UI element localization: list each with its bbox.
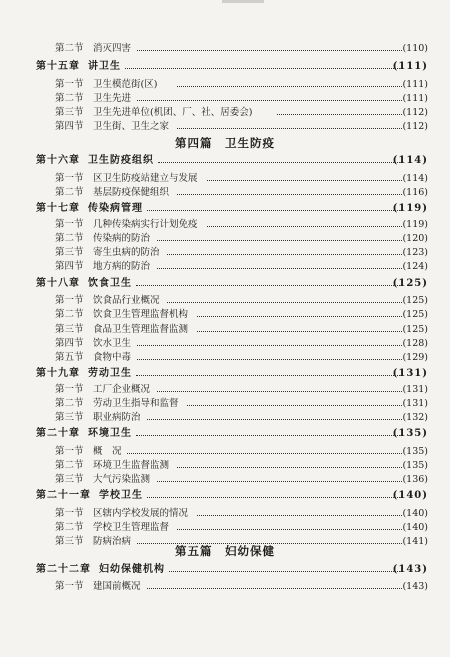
page-number: (140)	[402, 522, 428, 533]
page-number: (111)	[392, 61, 428, 72]
toc-section-row	[0, 411, 450, 425]
page-number: (143)	[392, 564, 428, 575]
toc-section-row	[0, 459, 450, 473]
page-number: (114)	[402, 173, 428, 184]
toc-chapter-row	[0, 367, 450, 381]
chapter-label: 第十六章	[36, 155, 80, 166]
page-number: (119)	[402, 219, 428, 230]
dot-leader	[137, 359, 402, 360]
toc-section-row	[0, 120, 450, 134]
page-number: (143)	[402, 581, 428, 592]
dot-leader	[147, 497, 402, 498]
toc-section-row	[0, 308, 450, 322]
section-title: 卫生先进单位(机团、厂、社、居委会)	[93, 107, 253, 118]
toc-section-row	[0, 186, 450, 200]
toc-section-row	[0, 172, 450, 186]
toc-chapter-row	[0, 427, 450, 441]
dot-leader	[136, 285, 402, 286]
scan-mark	[222, 0, 264, 3]
section-title: 建国前概况	[93, 581, 141, 592]
section-label: 第一节	[55, 295, 84, 306]
page-number: (132)	[402, 412, 428, 423]
chapter-label: 第十八章	[36, 278, 80, 289]
toc-section-row	[0, 232, 450, 246]
section-title: 饮食卫生管理监督机构	[93, 309, 189, 320]
dot-leader	[197, 316, 402, 317]
dot-leader	[157, 391, 402, 392]
chapter-title: 卫生防疫组织	[88, 155, 154, 166]
section-title: 区辖内学校发展的情况	[93, 508, 189, 519]
section-title: 工厂企业概况	[93, 384, 151, 395]
page-number: (131)	[392, 368, 428, 379]
toc-section-row	[0, 92, 450, 106]
section-label: 第二节	[55, 460, 84, 471]
section-label: 第一节	[55, 508, 84, 519]
section-label: 第四节	[55, 261, 84, 272]
toc-section-row	[0, 260, 450, 274]
section-label: 第五节	[55, 352, 84, 363]
page-number: (112)	[402, 121, 428, 132]
section-label: 第四节	[55, 121, 84, 132]
section-label: 第二节	[55, 233, 84, 244]
dot-leader	[207, 226, 402, 227]
toc-section-row	[0, 580, 450, 594]
section-title: 学校卫生管理监督	[93, 522, 170, 533]
chapter-label: 第十九章	[36, 368, 80, 379]
dot-leader	[157, 268, 402, 269]
toc-chapter-row	[0, 489, 450, 503]
toc-section-row	[0, 397, 450, 411]
section-title: 环境卫生监督监测	[93, 460, 170, 471]
chapter-title: 传染病管理	[88, 203, 143, 214]
dot-leader	[125, 68, 402, 69]
toc-section-row	[0, 445, 450, 459]
dot-leader	[177, 128, 402, 129]
page-number: (111)	[402, 93, 428, 104]
section-label: 第二节	[55, 93, 84, 104]
dot-leader	[167, 254, 402, 255]
section-label: 第三节	[55, 324, 84, 335]
page-number: (116)	[402, 187, 428, 198]
dot-leader	[137, 100, 402, 101]
dot-leader	[158, 162, 402, 163]
section-label: 第三节	[55, 536, 84, 547]
toc-section-row	[0, 78, 450, 92]
page-number: (129)	[402, 352, 428, 363]
section-title: 地方病的防治	[93, 261, 151, 272]
page-number: (141)	[402, 536, 428, 547]
dot-leader	[137, 345, 402, 346]
toc-chapter-row	[0, 563, 450, 577]
dot-leader	[197, 331, 402, 332]
page-number: (136)	[402, 474, 428, 485]
section-title: 防病治病	[93, 536, 132, 547]
toc-section-row	[0, 294, 450, 308]
section-label: 第三节	[55, 474, 84, 485]
page-number: (112)	[402, 107, 428, 118]
page-number: (125)	[392, 278, 428, 289]
page-number: (135)	[402, 446, 428, 457]
chapter-label: 第二十一章	[36, 490, 91, 501]
toc-section-row	[0, 42, 450, 56]
dot-leader	[197, 515, 402, 516]
toc-section-row	[0, 521, 450, 535]
chapter-label: 第十五章	[36, 61, 80, 72]
dot-leader	[177, 194, 402, 195]
section-title: 劳动卫生指导和监督	[93, 398, 179, 409]
chapter-label: 第二十二章	[36, 564, 91, 575]
part-5-title: 第五篇 妇幼保健	[175, 544, 275, 558]
toc-section-row	[0, 337, 450, 351]
section-title: 概 况	[93, 446, 122, 457]
section-title: 寄生虫病的防治	[93, 247, 160, 258]
section-label: 第一节	[55, 219, 84, 230]
page-number: (125)	[402, 309, 428, 320]
section-title: 卫生街、卫生之家	[93, 121, 170, 132]
section-title: 消灭四害	[93, 43, 132, 54]
dot-leader	[136, 435, 402, 436]
toc-chapter-row	[0, 277, 450, 291]
page-number: (140)	[402, 508, 428, 519]
dot-leader	[207, 180, 402, 181]
section-label: 第三节	[55, 247, 84, 258]
page-number: (120)	[402, 233, 428, 244]
section-title: 几种传染病实行计划免疫	[93, 219, 198, 230]
chapter-title: 饮食卫生	[88, 278, 132, 289]
section-label: 第二节	[55, 43, 84, 54]
chapter-title: 学校卫生	[99, 490, 143, 501]
dot-leader	[177, 86, 402, 87]
page-number: (124)	[402, 261, 428, 272]
chapter-title: 环境卫生	[88, 428, 132, 439]
chapter-label: 第十七章	[36, 203, 80, 214]
chapter-title: 讲卫生	[88, 61, 121, 72]
toc-section-row	[0, 473, 450, 487]
section-label: 第一节	[55, 173, 84, 184]
page-number: (135)	[402, 460, 428, 471]
section-title: 食物中毒	[93, 352, 132, 363]
section-label: 第二节	[55, 522, 84, 533]
section-title: 基层防疫保健组织	[93, 187, 170, 198]
section-title: 职业病防治	[93, 412, 141, 423]
toc-section-row	[0, 218, 450, 232]
page-number: (131)	[402, 398, 428, 409]
section-label: 第二节	[55, 398, 84, 409]
section-title: 食品卫生管理监督监测	[93, 324, 189, 335]
page-number: (111)	[402, 79, 428, 90]
page-number: (135)	[392, 428, 428, 439]
section-title: 卫生模范街(区)	[93, 79, 158, 90]
section-title: 饮水卫生	[93, 338, 132, 349]
dot-leader	[147, 419, 402, 420]
toc-section-row	[0, 351, 450, 365]
section-label: 第三节	[55, 412, 84, 423]
dot-leader	[277, 114, 402, 115]
page-number: (114)	[392, 155, 428, 166]
section-label: 第一节	[55, 384, 84, 395]
section-label: 第二节	[55, 309, 84, 320]
section-label: 第一节	[55, 581, 84, 592]
section-label: 第一节	[55, 446, 84, 457]
toc-section-row	[0, 383, 450, 397]
toc-section-row	[0, 246, 450, 260]
toc-section-row	[0, 507, 450, 521]
dot-leader	[187, 405, 402, 406]
chapter-title: 劳动卫生	[88, 368, 132, 379]
section-label: 第一节	[55, 79, 84, 90]
chapter-label: 第二十章	[36, 428, 80, 439]
page-number: (125)	[402, 295, 428, 306]
page-number: (131)	[402, 384, 428, 395]
dot-leader	[177, 529, 402, 530]
dot-leader	[177, 467, 402, 468]
dot-leader	[169, 571, 402, 572]
dot-leader	[127, 453, 402, 454]
section-title: 区卫生防疫站建立与发展	[93, 173, 198, 184]
section-title: 传染病的防治	[93, 233, 151, 244]
toc-chapter-row	[0, 202, 450, 216]
section-title: 饮食品行业概况	[93, 295, 160, 306]
dot-leader	[157, 240, 402, 241]
page-number: (110)	[402, 43, 428, 54]
page-number: (128)	[402, 338, 428, 349]
section-label: 第二节	[55, 187, 84, 198]
toc-section-row	[0, 106, 450, 120]
chapter-title: 妇幼保健机构	[99, 564, 165, 575]
section-label: 第四节	[55, 338, 84, 349]
part-4-title: 第四篇 卫生防疫	[175, 136, 275, 150]
page-number: (123)	[402, 247, 428, 258]
dot-leader	[157, 481, 402, 482]
section-title: 大气污染监测	[93, 474, 151, 485]
toc-section-row	[0, 323, 450, 337]
page-number: (125)	[402, 324, 428, 335]
section-title: 卫生先进	[93, 93, 132, 104]
toc-chapter-row	[0, 154, 450, 168]
page-number: (119)	[392, 203, 428, 214]
dot-leader	[147, 210, 402, 211]
dot-leader	[167, 302, 402, 303]
toc-chapter-row	[0, 60, 450, 74]
page-number: (140)	[392, 490, 428, 501]
section-label: 第三节	[55, 107, 84, 118]
dot-leader	[137, 50, 402, 51]
dot-leader	[136, 375, 402, 376]
dot-leader	[147, 588, 402, 589]
